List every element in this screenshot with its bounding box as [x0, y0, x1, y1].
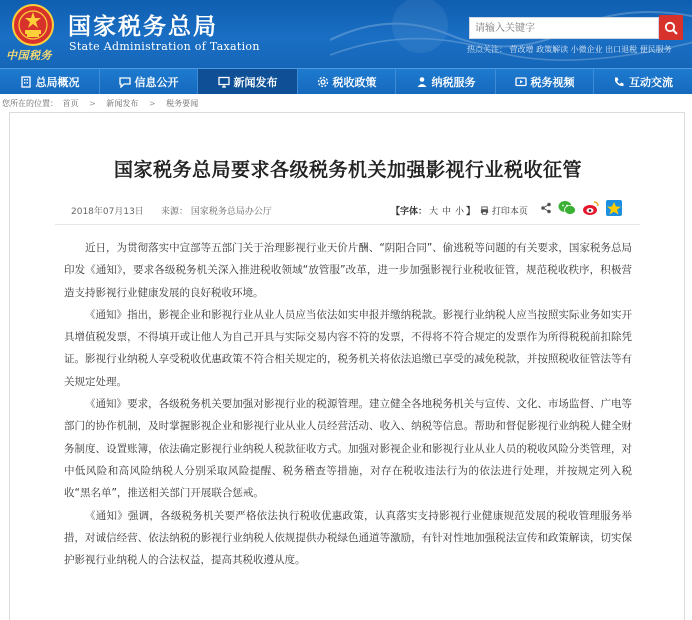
- article-body: [64, 237, 632, 571]
- printer-icon: [480, 206, 489, 215]
- nav-label: 纳税服务: [431, 75, 476, 89]
- breadcrumb-separator: >: [89, 99, 96, 108]
- tv-icon: [515, 76, 527, 88]
- share-icon[interactable]: [540, 202, 552, 214]
- article-paragraph: 《通知》指出，影视企业和影视行业从业人员应当依法如实申报并缴纳税款。影视行业纳税人应当按照实际业务如实开具增值税发票，不得填开或让他人为自己开具与实际交易内容不符的发票，不得将不符合规定的发票作为所得税税前扣除凭证。影视行业纳税人享受税收优惠政策不符合相关规定的，税务机关将依法追缴已享受的减免税款，并按照税收征管法等有关规定处理。: [64, 308, 632, 388]
- building-icon: [20, 76, 32, 88]
- breadcrumb-separator: >: [148, 99, 156, 108]
- gear-icon: [317, 76, 329, 88]
- hot-words[interactable]: 热点关注： 营改增 政策解读 小微企业 出口退税 便民服务: [467, 45, 672, 54]
- article-meta: [10, 200, 686, 222]
- nav-item-info[interactable]: [100, 69, 198, 94]
- nav-item-policy[interactable]: [298, 69, 396, 94]
- article-source: 来源： 国家税务总局办公厅: [161, 207, 272, 217]
- breadcrumb: [2, 98, 198, 109]
- print-label: 打印本页: [491, 207, 528, 217]
- site-title: 国家税务总局: [68, 13, 218, 40]
- search-input[interactable]: [469, 17, 659, 39]
- font-size-selector: [391, 204, 475, 217]
- site-header: [0, 0, 692, 68]
- person-icon: [416, 76, 428, 88]
- weibo-icon[interactable]: [582, 200, 600, 216]
- search-button[interactable]: [659, 15, 683, 40]
- chat-icon: [119, 76, 131, 88]
- site-subtitle: State Administration of Taxation: [69, 40, 260, 53]
- breadcrumb-item-news[interactable]: 新闻发布: [106, 99, 139, 108]
- article-paragraph: 近日，为贯彻落实中宣部等五部门关于治理影视行业天价片酬、“阴阳合同”、偷逃税等问题的有关要求，国家税务总局印发《通知》，要求各级税务机关深入推进税收领域“放管服”改革，进一步加强影视行业税收征管，规范税收秩序，积极营造支持影视行业健康发展的良好税收环境。: [64, 242, 632, 299]
- nav-label: 税收政策: [332, 75, 377, 89]
- breadcrumb-prefix: 您所在的位置：: [2, 99, 58, 108]
- qzone-icon[interactable]: [606, 200, 622, 216]
- phone-icon: [613, 76, 625, 88]
- breadcrumb-item-tax-news[interactable]: 税务要闻: [166, 99, 199, 108]
- monitor-icon: [218, 76, 230, 88]
- breadcrumb-item-home[interactable]: 首页: [62, 99, 79, 108]
- nav-label: 税务视频: [530, 75, 575, 89]
- search-icon: [664, 21, 678, 35]
- article-panel: [9, 112, 685, 620]
- nav-item-video[interactable]: [496, 69, 594, 94]
- national-emblem-icon: [12, 4, 54, 46]
- nav-item-service[interactable]: [396, 69, 496, 94]
- article-title: 国家税务总局要求各级税务机关加强影视行业税收征管: [113, 159, 582, 181]
- article-date: 2018年07月13日: [71, 207, 144, 217]
- print-link[interactable]: [480, 204, 528, 217]
- nav-label: 新闻发布: [233, 75, 278, 89]
- font-size-large[interactable]: 大: [429, 207, 439, 217]
- main-nav: [0, 68, 692, 94]
- share-icons: [540, 200, 622, 216]
- nav-item-interact[interactable]: [594, 69, 692, 94]
- font-size-end: 】: [466, 207, 476, 217]
- nav-item-news[interactable]: [198, 69, 298, 94]
- font-size-small[interactable]: 小: [455, 207, 465, 217]
- nav-item-overview[interactable]: [0, 69, 100, 94]
- font-size-label: 【字体：: [391, 207, 428, 217]
- brand-script-logo: 中国税务: [6, 49, 52, 62]
- wechat-icon[interactable]: [558, 200, 576, 216]
- meta-divider: [55, 224, 640, 225]
- font-size-medium[interactable]: 中: [442, 207, 452, 217]
- nav-label: 信息公开: [134, 75, 179, 89]
- nav-label: 总局概况: [35, 75, 80, 89]
- article-paragraph: 《通知》要求，各级税务机关要加强对影视行业的税源管理。建立健全各地税务机关与宣传、文化、市场监督、广电等部门的协作机制，及时掌握影视企业和影视行业从业人员经营活动、收入、纳税等信息。帮助和督促影视行业纳税人健全财务制度、设置账簿，依法确定影视行业纳税人税款征收方式。加强对影视企业和影视行业从业人员的税收风险分类管理，对中低风险和高风险纳税人分别采取风险提醒、税务稽查等措施，对存在税收违法行为的依法进行处理，并按规定列入税收“黑名单”，推送相关部门开展联合惩戒。: [64, 398, 632, 500]
- nav-label: 互动交流: [629, 75, 673, 89]
- article-paragraph: 《通知》强调，各级税务机关要严格依法执行税收优惠政策，认真落实支持影视行业健康规范发展的税收管理服务举措，对诚信经营、依法纳税的影视行业纳税人依规提供办税绿色通道等激励，有针对性地加强税法宣传和政策解读，切实保护影视行业纳税人的合法权益，提高其税收遵从度。: [64, 509, 632, 567]
